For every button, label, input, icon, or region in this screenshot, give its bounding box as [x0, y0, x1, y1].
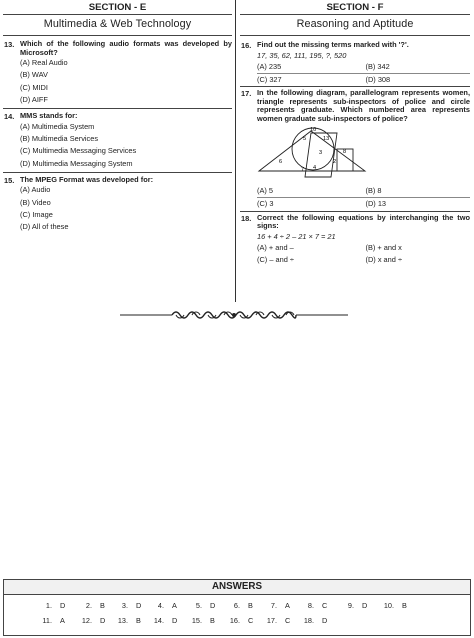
- option-d[interactable]: (D) AIFF: [20, 94, 48, 104]
- section-e-title: SECTION - E: [88, 2, 147, 13]
- answer-number: 7.: [270, 601, 277, 610]
- option-a[interactable]: (A) 5: [257, 186, 274, 196]
- ornament-divider: [120, 306, 348, 324]
- region-label: 4: [313, 165, 317, 172]
- answer-item: [34, 616, 65, 625]
- question-17: [240, 87, 470, 211]
- triangle-shape: [259, 131, 365, 174]
- option-a[interactable]: (A) Audio: [20, 185, 51, 195]
- option-a[interactable]: (A) + and –: [257, 242, 294, 252]
- section-f-header: [240, 2, 470, 36]
- answer-letter: B: [248, 601, 253, 610]
- option-d[interactable]: (D) 13: [365, 199, 387, 209]
- region-label: 6: [279, 159, 283, 166]
- region-label: 2: [333, 159, 337, 166]
- answers-title: ANSWERS: [4, 580, 470, 595]
- answer-number: 1.: [45, 601, 52, 610]
- section-e-subtitle: Multimedia & Web Technology: [43, 18, 192, 30]
- answer-number: 13.: [117, 616, 128, 625]
- options-row: [257, 185, 470, 198]
- question-16: [240, 36, 470, 86]
- answer-letter: D: [210, 601, 216, 610]
- option-b[interactable]: (B) 8: [365, 186, 382, 196]
- circle-shape: [292, 128, 337, 170]
- answer-letter: D: [100, 616, 106, 625]
- answer-number: 6.: [233, 601, 240, 610]
- answer-letter: B: [210, 616, 215, 625]
- option-d[interactable]: (D) Multimedia Messaging System: [20, 158, 133, 168]
- question-number: 15.: [4, 175, 15, 185]
- question-text: MMS stands for:: [20, 111, 78, 121]
- answer-number: 18.: [303, 616, 314, 625]
- question-13: [3, 36, 232, 106]
- options-row: [257, 254, 470, 266]
- option-a[interactable]: (A) 235: [257, 61, 282, 71]
- answer-number: 16.: [229, 616, 240, 625]
- answer-number: 10.: [383, 601, 394, 610]
- answers-box: [3, 579, 471, 636]
- region-label: 7: [301, 167, 305, 174]
- answer-letter: C: [285, 616, 291, 625]
- option-c[interactable]: (C) MIDI: [20, 82, 48, 92]
- answer-number: 8.: [307, 601, 314, 610]
- answer-item: [184, 601, 215, 610]
- answer-item: [296, 601, 327, 610]
- question-text: In the following diagram, parallelogram represents women, triangle represents sub-inspectors of police and circle represents graduate. Which numbered area represents women graduate sub-inspectors of police?: [257, 88, 470, 123]
- question-text: Correct the following equations by interchanging the two signs:: [257, 212, 470, 231]
- question-number: 13.: [4, 40, 15, 49]
- section-e-column: [3, 2, 232, 234]
- answer-number: 3.: [121, 601, 128, 610]
- question-18: [240, 212, 470, 267]
- question-15: [3, 173, 232, 234]
- answer-number: 4.: [157, 601, 164, 610]
- answer-item: [222, 601, 253, 610]
- answer-number: 5.: [195, 601, 202, 610]
- ornament-icon: [120, 306, 348, 324]
- question-text: The MPEG Format was developed for:: [20, 174, 154, 184]
- region-label: 13: [323, 136, 330, 143]
- answer-item: [146, 616, 177, 625]
- options-row: [257, 242, 470, 254]
- option-d[interactable]: (D) x and ÷: [365, 254, 403, 264]
- option-c[interactable]: (C) 3: [257, 199, 274, 209]
- answer-letter: B: [136, 616, 141, 625]
- question-14: [3, 109, 232, 170]
- answer-letter: A: [60, 616, 65, 625]
- answers-row-1: [4, 601, 470, 613]
- equation: 16 + 4 ÷ 2 – 21 × 7 = 21: [257, 231, 336, 241]
- venn-diagram: [255, 125, 383, 183]
- answer-item: [259, 616, 290, 625]
- option-a[interactable]: (A) Multimedia System: [20, 121, 95, 131]
- answer-letter: C: [322, 601, 328, 610]
- answer-letter: A: [285, 601, 290, 610]
- question-number: 18.: [241, 213, 252, 223]
- answer-number: 15.: [191, 616, 202, 625]
- section-f-title: SECTION - F: [326, 2, 384, 13]
- section-e-header: [3, 2, 232, 36]
- answer-item: [184, 616, 215, 625]
- section-f-subtitle: Reasoning and Aptitude: [296, 18, 414, 30]
- answer-letter: B: [100, 601, 105, 610]
- option-c[interactable]: (C) Image: [20, 209, 53, 219]
- region-label: 10: [310, 127, 317, 134]
- option-d[interactable]: (D) 308: [365, 74, 391, 84]
- option-c[interactable]: (C) – and ÷: [257, 254, 294, 264]
- answer-item: [74, 616, 105, 625]
- answer-letter: A: [172, 601, 177, 610]
- answers-row-2: [4, 616, 470, 628]
- question-text: Which of the following audio formats was developed by Microsoft?: [20, 39, 232, 57]
- answer-number: 9.: [347, 601, 354, 610]
- option-b[interactable]: (B) Multimedia Services: [20, 133, 99, 143]
- option-a[interactable]: (A) Real Audio: [20, 58, 68, 67]
- answer-item: [376, 601, 407, 610]
- region-label: 8: [343, 149, 347, 156]
- answer-letter: D: [362, 601, 368, 610]
- options-row: [257, 198, 470, 210]
- region-label: 3: [319, 150, 323, 157]
- question-number: 17.: [241, 89, 252, 99]
- answer-number: 11.: [42, 616, 52, 625]
- answer-letter: D: [136, 601, 142, 610]
- answer-number: 14.: [153, 616, 164, 625]
- option-b[interactable]: (B) WAV: [20, 70, 48, 80]
- options-row: [257, 61, 470, 74]
- option-b[interactable]: (B) Video: [20, 197, 51, 207]
- option-d[interactable]: (D) All of these: [20, 222, 69, 232]
- answer-item: [259, 601, 290, 610]
- answer-item: [34, 601, 65, 610]
- option-c[interactable]: (C) 327: [257, 74, 282, 84]
- answer-letter: D: [172, 616, 178, 625]
- answer-item: [110, 601, 141, 610]
- options-row: [257, 74, 470, 86]
- number-series: 17, 35, 62, 111, 195, ?, 520: [257, 50, 347, 60]
- question-number: 16.: [241, 41, 252, 50]
- answer-item: [146, 601, 177, 610]
- question-text: Find out the missing terms marked with '?'.: [257, 40, 409, 49]
- answer-number: 2.: [85, 601, 92, 610]
- answer-item: [296, 616, 327, 625]
- answer-number: 17.: [266, 616, 277, 625]
- option-c[interactable]: (C) Multimedia Messaging Services: [20, 146, 137, 156]
- answer-item: [110, 616, 141, 625]
- region-label: 5: [303, 136, 307, 143]
- answer-item: [336, 601, 367, 610]
- answer-item: [222, 616, 253, 625]
- answer-letter: D: [60, 601, 66, 610]
- answer-letter: B: [402, 601, 407, 610]
- option-b[interactable]: (B) 342: [365, 61, 390, 71]
- column-divider: [235, 0, 236, 302]
- question-number: 14.: [4, 112, 15, 122]
- answer-item: [74, 601, 105, 610]
- section-f-column: [240, 2, 470, 266]
- answer-letter: C: [248, 616, 254, 625]
- answer-letter: D: [322, 616, 328, 625]
- answer-number: 12.: [81, 616, 92, 625]
- option-b[interactable]: (B) + and x: [365, 242, 402, 252]
